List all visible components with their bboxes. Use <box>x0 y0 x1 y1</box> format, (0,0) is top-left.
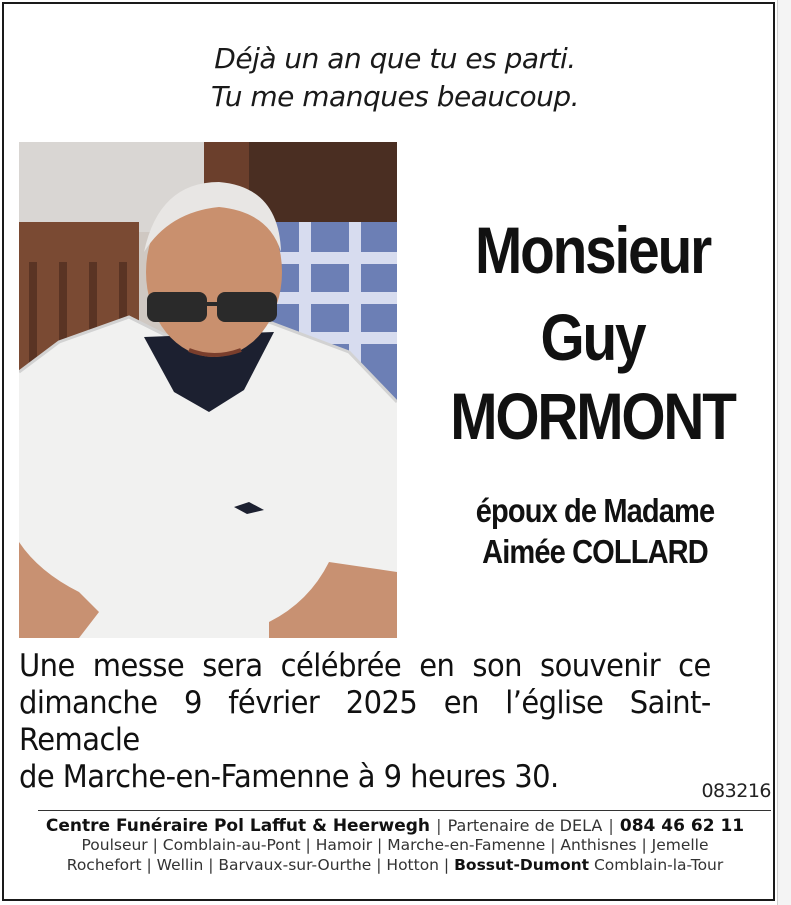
last-name: MORMONT <box>450 379 735 453</box>
scrollbar[interactable] <box>777 0 791 905</box>
phone-number: 084 46 62 11 <box>619 816 745 836</box>
footer-line-1 <box>14 816 776 836</box>
locations-line-2: Poulseur | Comblain-au-Pont | Hamoir | Marche-en-Famenne | Anthisnes | Jemelle <box>81 836 709 854</box>
locations-line-3: Rochefort | Wellin | Barvaux-sur-Ourthe | Hotton | <box>66 856 450 874</box>
mass-line-3: de Marche-en-Famenne à 9 heures 30. <box>19 759 559 795</box>
mass-line-2: dimanche 9 février 2025 en l’église Saint-Remacle <box>19 685 711 758</box>
branch-location: Comblain-la-Tour <box>593 856 724 874</box>
tagline-line-2: Tu me manques beaucoup. <box>210 80 580 113</box>
separator: | <box>608 816 614 835</box>
separator: | <box>436 816 442 835</box>
spouse-line-1: époux de Madame <box>475 492 715 529</box>
portrait-photo <box>19 142 397 638</box>
branch-name: Bossut-Dumont <box>454 856 590 874</box>
mass-announcement <box>19 648 711 796</box>
first-name: Guy <box>540 300 645 374</box>
tagline-line-1: Déjà un an que tu es parti. <box>214 42 576 75</box>
footer-line-2 <box>14 836 776 854</box>
footer-line-3 <box>14 856 776 874</box>
partner: Partenaire de DELA <box>447 816 603 835</box>
reference-number: 083216 <box>701 780 771 802</box>
company-name: Centre Funéraire Pol Laffut & Heerwegh <box>45 816 431 836</box>
mass-line-1: Une messe sera célébrée en son souvenir ce <box>19 648 711 684</box>
spouse-line-2: Aimée COLLARD <box>482 533 708 570</box>
divider <box>38 810 771 811</box>
honorific: Monsieur <box>474 213 711 287</box>
